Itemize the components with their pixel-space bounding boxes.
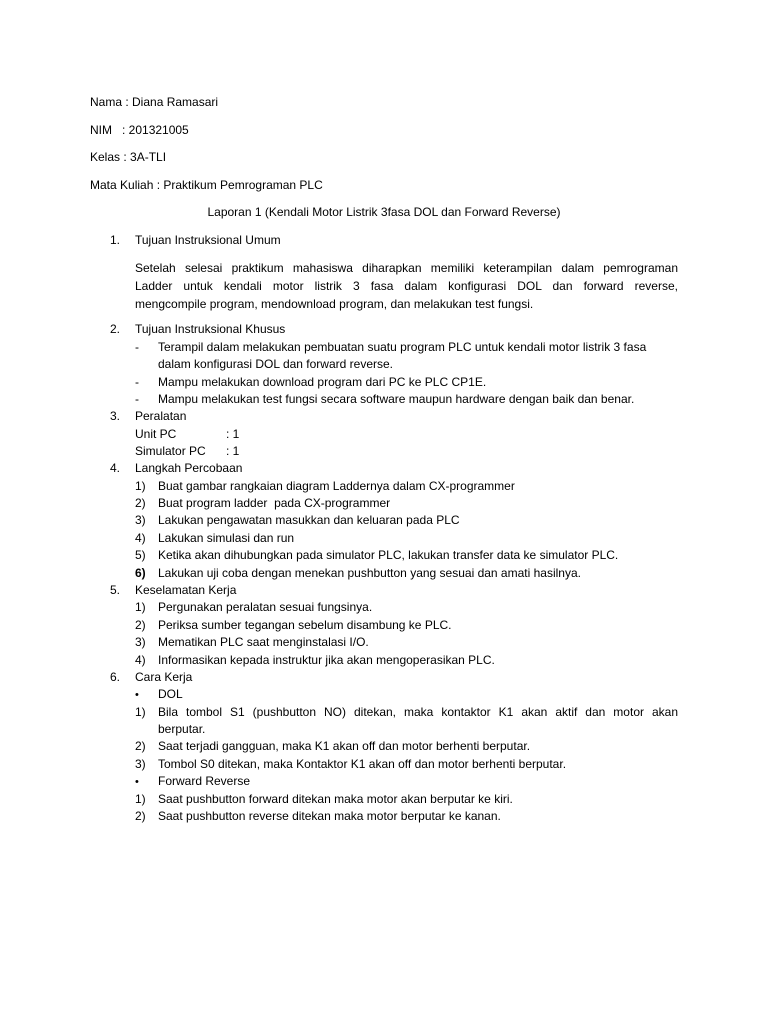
list-marker: 2): [135, 809, 146, 823]
list-item: Lakukan simulasi dan run: [158, 531, 295, 545]
section-1-paragraph: [135, 259, 678, 313]
list-item: Buat gambar rangkaian diagram Laddernya dalam CX-programmer: [158, 479, 515, 493]
paragraph-line: Ladder untuk kendali motor listrik 3 fasa dalam konfigurasi DOL dan forward reverse,: [135, 279, 678, 293]
equipment-label: Simulator PC: [135, 444, 206, 458]
equipment-quantity: : 1: [226, 444, 240, 458]
list-marker: 5): [135, 548, 146, 562]
section-6-number: 6.: [110, 670, 121, 684]
list-marker: -: [135, 340, 139, 354]
list-item: Informasikan kepada instruktur jika akan mengoperasikan PLC.: [158, 653, 495, 667]
section-4-number: 4.: [110, 461, 121, 475]
course-name: Mata Kuliah : Praktikum Pemrograman PLC: [90, 178, 323, 192]
section-5-number: 5.: [110, 583, 121, 597]
section-4-title: Langkah Percobaan: [135, 461, 243, 475]
list-marker: 6): [135, 566, 146, 580]
list-marker: 1): [135, 792, 146, 806]
list-marker: 2): [135, 618, 146, 632]
section-1-title: Tujuan Instruksional Umum: [135, 233, 281, 247]
section-2-title: Tujuan Instruksional Khusus: [135, 322, 286, 336]
list-marker: 3): [135, 635, 146, 649]
equipment-quantity: : 1: [226, 427, 240, 441]
subsection-heading-forward-reverse: Forward Reverse: [158, 774, 251, 788]
paragraph-line: mengcompile program, mendownload program, dan melakukan test fungsi.: [135, 297, 534, 311]
list-item: Saat pushbutton reverse ditekan maka motor berputar ke kanan.: [158, 809, 501, 823]
section-5-title: Keselamatan Kerja: [135, 583, 237, 597]
bullet-icon: •: [135, 689, 139, 701]
list-item: Terampil dalam melakukan pembuatan suatu program PLC untuk kendali motor listrik 3 fasa: [158, 340, 647, 354]
list-item: Bila tombol S1 (pushbutton NO) ditekan, maka kontaktor K1 akan aktif dan motor akan: [158, 705, 678, 719]
list-item: Lakukan pengawatan masukkan dan keluaran pada PLC: [158, 513, 460, 527]
report-title: Laporan 1 (Kendali Motor Listrik 3fasa DOL dan Forward Reverse): [207, 205, 561, 219]
bullet-icon: •: [135, 776, 139, 788]
section-3-number: 3.: [110, 409, 121, 423]
list-item: Pergunakan peralatan sesuai fungsinya.: [158, 600, 373, 614]
list-item: Lakukan uji coba dengan menekan pushbutton yang sesuai dan amati hasilnya.: [158, 566, 581, 580]
list-item: Mampu melakukan download program dari PC ke PLC CP1E.: [158, 375, 487, 389]
section-2-number: 2.: [110, 322, 121, 336]
list-marker: 1): [135, 705, 146, 719]
list-item-continuation: dalam konfigurasi DOL dan forward reverse.: [158, 357, 393, 371]
list-marker: 4): [135, 531, 146, 545]
list-item: Periksa sumber tegangan sebelum disambung ke PLC.: [158, 618, 452, 632]
equipment-label: Unit PC: [135, 427, 177, 441]
paragraph-line: Setelah selesai praktikum mahasiswa diharapkan memiliki keterampilan dalam pemrograman: [135, 261, 678, 275]
section-3-title: Peralatan: [135, 409, 187, 423]
subsection-heading-dol: DOL: [158, 687, 183, 701]
section-6-title: Cara Kerja: [135, 670, 193, 684]
list-item: Ketika akan dihubungkan pada simulator PLC, lakukan transfer data ke simulator PLC.: [158, 548, 619, 562]
list-item: Mampu melakukan test fungsi secara software maupun hardware dengan baik dan benar.: [158, 392, 635, 406]
list-marker: 1): [135, 600, 146, 614]
list-item: Mematikan PLC saat menginstalasi I/O.: [158, 635, 369, 649]
student-name: Nama : Diana Ramasari: [90, 95, 219, 109]
list-marker: 1): [135, 479, 146, 493]
list-marker: 2): [135, 739, 146, 753]
student-nim: NIM : 201321005: [90, 123, 189, 137]
student-class: Kelas : 3A-TLI: [90, 150, 167, 164]
list-item-continuation: berputar.: [158, 722, 206, 736]
list-marker: 4): [135, 653, 146, 667]
list-item: Saat pushbutton forward ditekan maka motor akan berputar ke kiri.: [158, 792, 513, 806]
list-marker: 3): [135, 757, 146, 771]
list-marker: 2): [135, 496, 146, 510]
section-1-number: 1.: [110, 233, 121, 247]
list-marker: -: [135, 375, 139, 389]
list-item: Saat terjadi gangguan, maka K1 akan off dan motor berhenti berputar.: [158, 739, 531, 753]
list-item: Tombol S0 ditekan, maka Kontaktor K1 akan off dan motor berhenti berputar.: [158, 757, 567, 771]
list-item: Buat program ladder pada CX-programmer: [158, 496, 391, 510]
list-marker: 3): [135, 513, 146, 527]
list-marker: -: [135, 392, 139, 406]
